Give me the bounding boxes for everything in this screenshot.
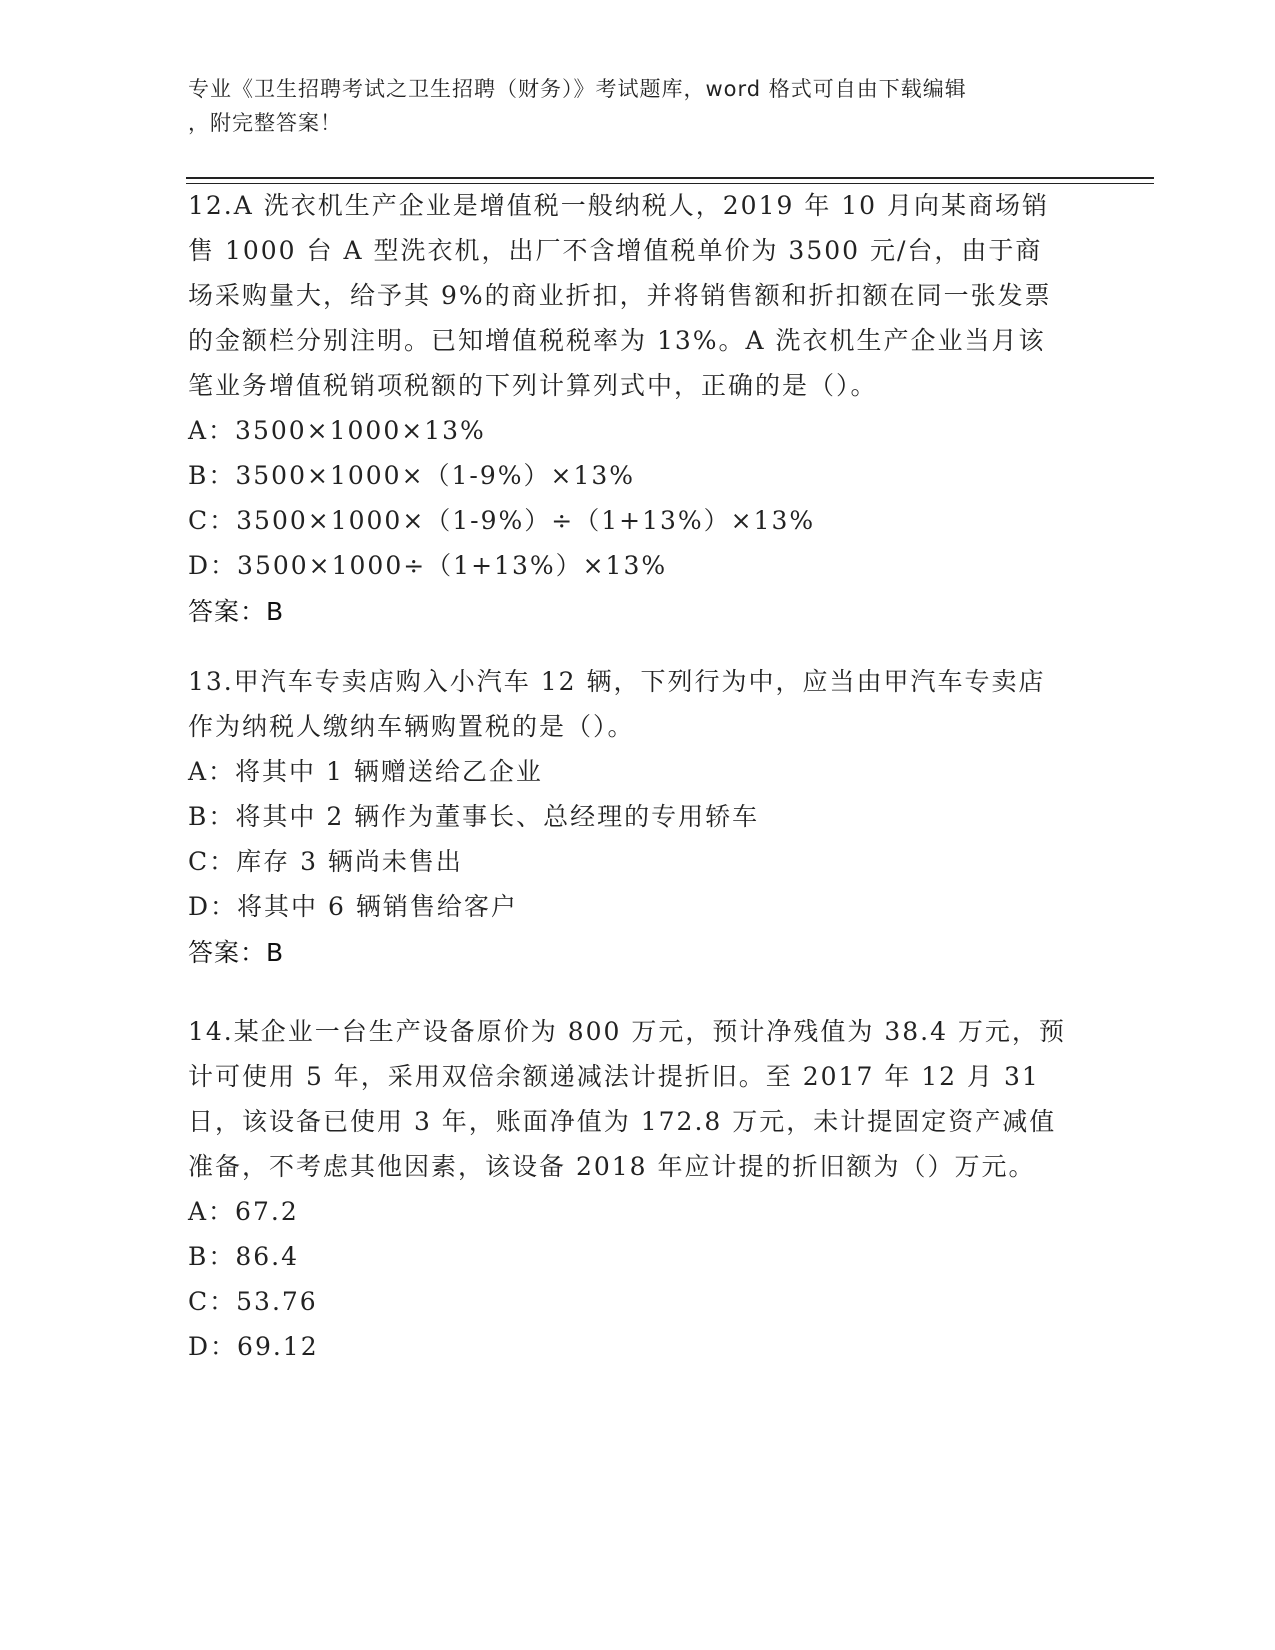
option-c: C：3500×1000×（1-9%）÷（1+13%）×13% bbox=[188, 506, 816, 535]
option-c: C：53.76 bbox=[188, 1287, 318, 1316]
option-a: A：67.2 bbox=[188, 1197, 299, 1226]
header-intro-line-2: ，附完整答案！ bbox=[188, 111, 342, 135]
question-14 bbox=[188, 1009, 1068, 1369]
question-stem: 12.A 洗衣机生产企业是增值税一般纳税人，2019 年 10 月向某商场销售 1000 台 A 型洗衣机，出厂不含增值税单价为 3500 元/台，由于商场采购量大，给予其 9%的商业折扣，并将销售额和折扣额在同一张发票的金额栏分别注明。已知增值税税率为 13%。A 洗衣机生产企业当月该笔业务增值税销项税额的下列计算列式中，正确的是（）。 bbox=[188, 191, 1052, 400]
option-a: A：将其中 1 辆赠送给乙企业 bbox=[188, 757, 543, 786]
option-b: B：86.4 bbox=[188, 1242, 300, 1271]
header-divider-thick bbox=[186, 177, 1154, 179]
option-b: B：将其中 2 辆作为董事长、总经理的专用轿车 bbox=[188, 802, 760, 831]
question-13 bbox=[188, 659, 1068, 976]
option-d: D：将其中 6 辆销售给客户 bbox=[188, 892, 518, 921]
document-header bbox=[188, 72, 1068, 140]
header-intro-line-1: 专业《卫生招聘考试之卫生招聘（财务）》考试题库，word 格式可自由下载编辑 bbox=[188, 77, 967, 101]
answer-label: 答案：B bbox=[188, 938, 285, 967]
option-b: B：3500×1000×（1-9%）×13% bbox=[188, 461, 636, 490]
question-stem: 14.某企业一台生产设备原价为 800 万元，预计净残值为 38.4 万元，预计可使用 5 年，采用双倍余额递减法计提折旧。至 2017 年 12 月 31 日，该设备已使用 3 年，账面净值为 172.8 万元，未计提固定资产减值准备，不考虑其他因素，该设备 2018 年应计提的折旧额为（）万元。 bbox=[188, 1017, 1066, 1181]
option-d: D：69.12 bbox=[188, 1332, 319, 1361]
option-c: C：库存 3 辆尚未售出 bbox=[188, 847, 463, 876]
option-d: D：3500×1000÷（1+13%）×13% bbox=[188, 551, 668, 580]
option-a: A：3500×1000×13% bbox=[188, 416, 486, 445]
answer-label: 答案：B bbox=[188, 597, 285, 626]
question-stem: 13.甲汽车专卖店购入小汽车 12 辆，下列行为中，应当由甲汽车专卖店作为纳税人缴纳车辆购置税的是（）。 bbox=[188, 667, 1046, 741]
question-12 bbox=[188, 183, 1068, 635]
